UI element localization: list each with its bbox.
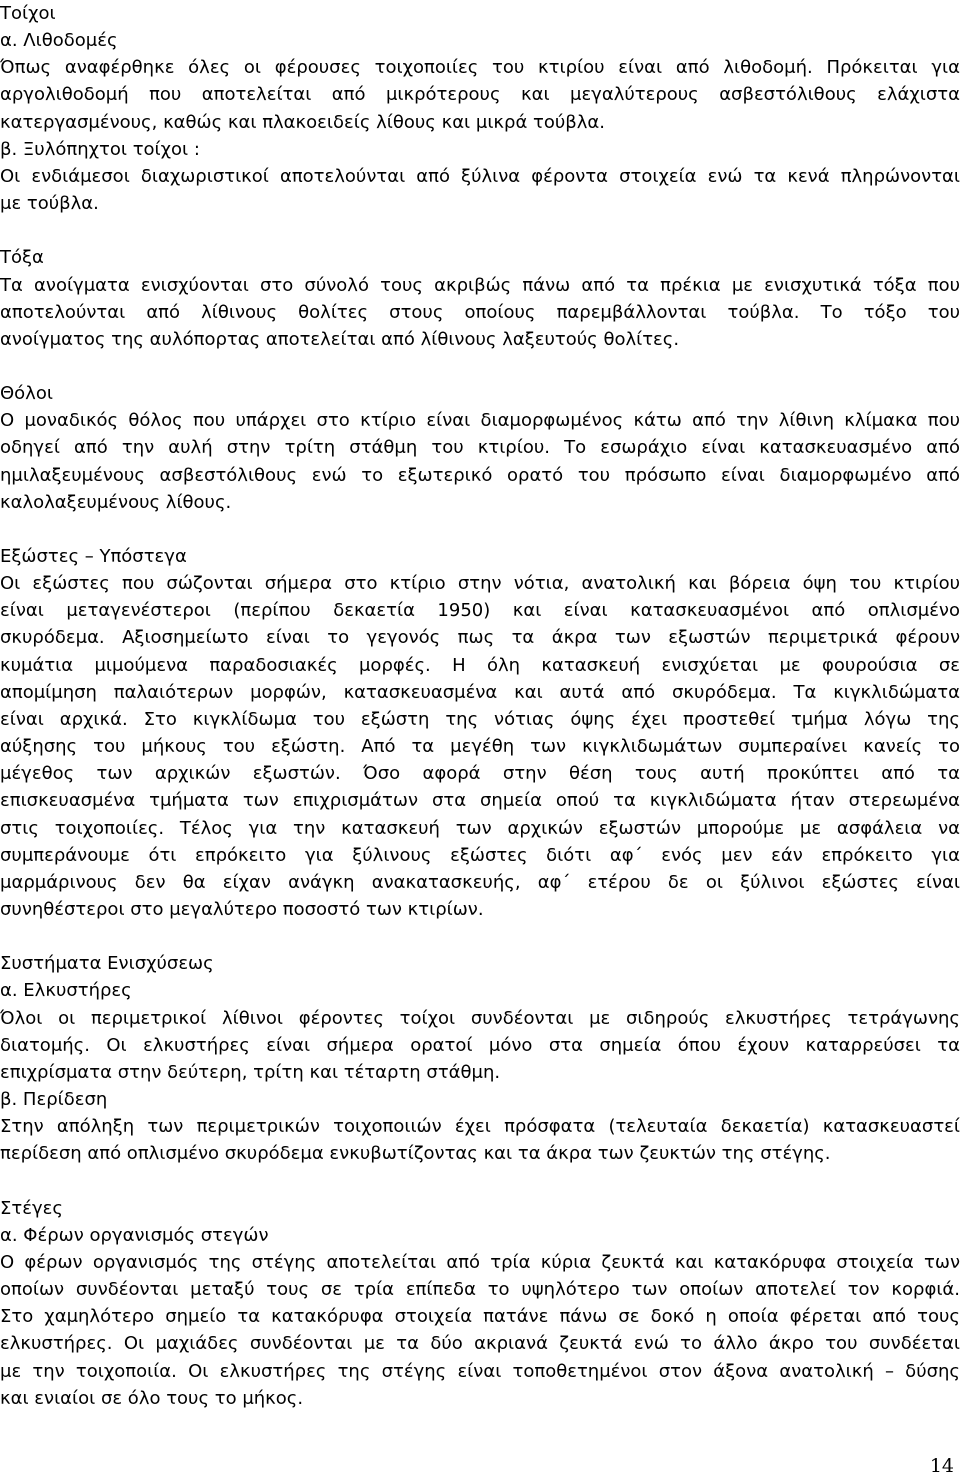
text-line: α. Φέρων οργανισμός στεγών <box>0 1224 269 1246</box>
text-line: α. Λιθοδομές <box>0 30 118 52</box>
text-line: ημιλαξευμένους ασβεστόλιθους ενώ το εξωτερικό ορατό του πρόσωπο είναι διαμορφωμένο από <box>0 464 960 486</box>
text-line: αργολιθοδομή που αποτελείται από μικρότερους και μεγαλύτερους ασβεστόλιθους ελάχιστα <box>0 84 960 106</box>
text-line: Οι εξώστες που σώζονται σήμερα στο κτίριο στην νότια, ανατολική και βόρεια όψη του κτιρίου <box>0 573 960 595</box>
text-line: στις τοιχοποιίες. Τέλος για την κατασκευή των αρχικών εξωστών μπορούμε με ασφάλεια να <box>0 817 960 839</box>
text-line: Τοίχοι <box>0 3 56 24</box>
text-line: Οι ενδιάμεσοι διαχωριστικοί αποτελούνται από ξύλινα φέροντα στοιχεία ενώ τα κενά πληρώνονται <box>0 165 960 187</box>
text-line: περίδεση από οπλισμένο σκυρόδεμα ενκυβωτίζοντας και τα άκρα των ζευκτών της στέγης. <box>0 1143 831 1165</box>
text-line: Στην απόληξη των περιμετρικών τοιχοποιιών έχει πρόσφατα (τελευταία δεκαετία) κατασκευαστεί <box>0 1116 960 1138</box>
text-line: Θόλοι <box>0 383 53 405</box>
blank-line <box>0 923 960 950</box>
text-line: σκυρόδεμα. Αξιοσημείωτο είναι το γεγονός πως τα άκρα των εξωστών περιμετρικά φέρουν <box>0 627 960 649</box>
blank-line <box>0 516 960 543</box>
page-number: 14 <box>929 1455 954 1477</box>
text-line: οδηγεί από την αυλή στην τρίτη στάθμη του κτιρίου. Το εσωράχιο είναι κατασκευασμένο από <box>0 437 960 459</box>
text-line: β. Περίδεση <box>0 1089 108 1110</box>
text-line: κατεργασμένους, καθώς και πλακοειδείς λίθους και μικρά τούβλα. <box>0 111 606 133</box>
text-line: με την τοιχοποιία. Οι ελκυστήρες της στέγης είναι τοποθετημένοι στον άξονα ανατολική – δύσης <box>0 1360 960 1382</box>
text-line: Τα ανοίγματα ενισχύονται στο σύνολό τους ακριβώς πάνω από τα πρέκια με ενισχυτικά τόξα που <box>0 274 960 296</box>
text-line: είναι μεταγενέστεροι (περίπου δεκαετία 1950) και είναι κατασκευασμένοι από οπλισμένο <box>0 600 960 622</box>
text-line: Εξώστες – Υπόστεγα <box>0 546 187 567</box>
text-line: Ο φέρων οργανισμός της στέγης αποτελείται από τρία κύρια ζευκτά και κατακόρυφα στοιχεία των <box>0 1251 960 1273</box>
text-line: συμπεράνουμε ότι επρόκειτο για ξύλινους εξώστες διότι αφ΄ ενός μεν εάν επρόκειτο για <box>0 844 960 866</box>
text-line: καλολαξευμένους λίθους. <box>0 491 232 513</box>
blank-line <box>0 217 960 244</box>
text-line: με τούβλα. <box>0 193 99 215</box>
text-line: αύξησης του μήκους του εξώστη. Από τα μεγέθη των κιγκλιδωμάτων συμπεραίνει κανείς το <box>0 736 960 758</box>
text-line: Στέγες <box>0 1197 63 1219</box>
text-line: συνηθέστεροι στο μεγαλύτερο ποσοστό των κτιρίων. <box>0 898 484 920</box>
text-line: Συστήματα Ενισχύσεως <box>0 953 214 975</box>
text-line: Ο μοναδικός θόλος που υπάρχει στο κτίριο είναι διαμορφωμένος κάτω από την λίθινη κλίμακα που <box>0 410 960 432</box>
text-line: β. Ξυλόπηχτοι τοίχοι : <box>0 138 200 160</box>
text-line: είναι αρχικά. Στο κιγκλίδωμα του εξώστη της νότιας όψης έχει προστεθεί τμήμα λόγω της <box>0 708 960 730</box>
text-line: μαρμάρινους δεν θα είχαν ανάγκη ανακατασκευής, αφ΄ ετέρου δε οι ξύλινοι εξώστες είναι <box>0 871 960 893</box>
blank-line <box>0 353 960 380</box>
text-line: απομίμηση παλαιότερων μορφών, κατασκευασμένα και αυτά από σκυρόδεμα. Τα κιγκλιδώματα <box>0 681 960 703</box>
text-line: επισκευασμένα τμήματα των επιχρισμάτων στα σημεία οπού τα κιγκλιδώματα ήταν στερεωμένα <box>0 790 960 812</box>
text-line: αποτελούνται από λίθινους θολίτες στους οποίους παρεμβάλλονται τούβλα. Το τόξο του <box>0 301 960 323</box>
text-line: διατομής. Οι ελκυστήρες είναι σήμερα ορατοί μόνο στα σημεία όπου έχουν καταρρεύσει τα <box>0 1034 960 1056</box>
text-line: Τόξα <box>0 247 44 269</box>
text-line: ανοίγματος της αυλόπορτας αποτελείται από λίθινους λαξευτούς θολίτες. <box>0 328 680 350</box>
text-line: κυμάτια μιμούμενα παραδοσιακές μορφές. Η όλη κατασκευή ενισχύεται με φουρούσια σε <box>0 654 960 676</box>
text-line: μέγεθος των αρχικών εξωστών. Όσο αφορά στην θέση τους αυτή προκύπτει από τα <box>0 763 960 785</box>
text-line: Όπως αναφέρθηκε όλες οι φέρουσες τοιχοποιίες του κτιρίου είναι από λιθοδομή. Πρόκειται για <box>0 57 960 79</box>
text-line: α. Ελκυστήρες <box>0 980 132 1002</box>
text-line: Όλοι οι περιμετρικοί λίθινοι φέροντες τοίχοι συνδέονται με σιδηρούς ελκυστήρες τετράγωνης <box>0 1007 960 1029</box>
blank-line <box>0 1167 960 1194</box>
text-line: και ενιαίοι σε όλο τους το μήκος. <box>0 1387 304 1409</box>
text-line: ελκυστήρες. Οι μαχιάδες συνδέονται με τα δύο ακριανά ζευκτά ενώ το άλλο άκρο του συνδέεται <box>0 1333 960 1355</box>
text-line: Στο χαμηλότερο σημείο τα κατακόρυφα στοιχεία πατάνε πάνω σε δοκό η οποία φέρεται από τους <box>0 1306 960 1328</box>
text-line: επιχρίσματα στην δεύτερη, τρίτη και τέταρτη στάθμη. <box>0 1061 501 1083</box>
text-line: οποίων συνδέονται μεταξύ τους σε τρία επίπεδα το υψηλότερο των οποίων αποτελεί τον κορφιά. <box>0 1279 960 1301</box>
